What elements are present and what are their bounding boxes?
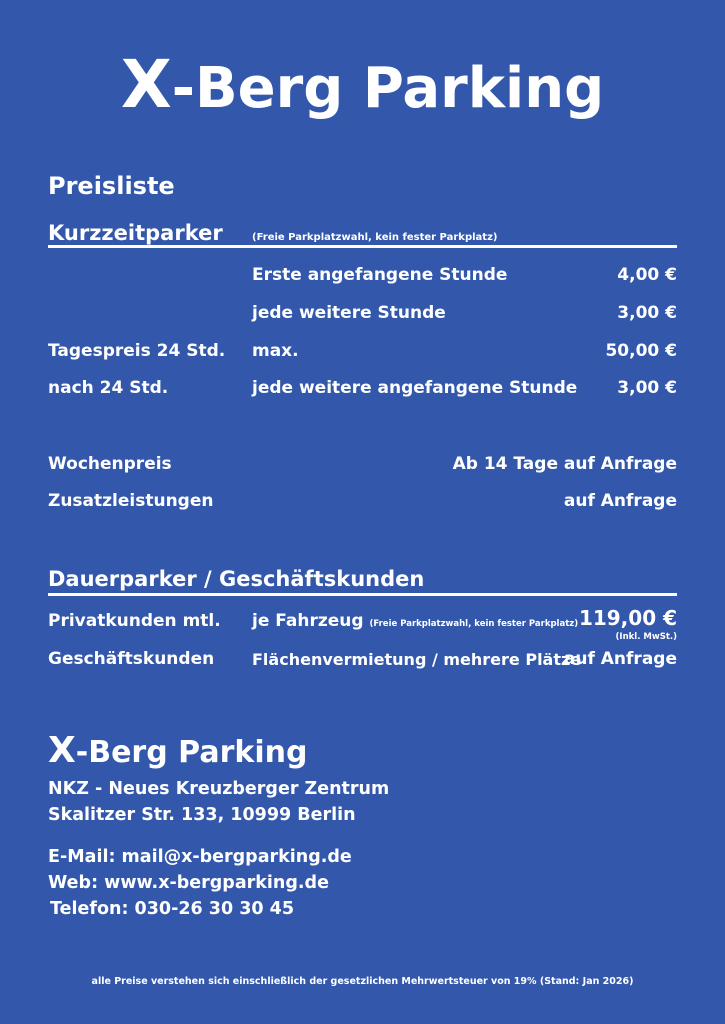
long-term-rule — [48, 593, 677, 596]
additional-services-label: Zusatzleistungen — [48, 491, 214, 511]
fineprint: alle Preise verstehen sich einschließlich der gesetzlichen Mehrwertsteuer von 19% (Stand: Jan 2026) — [91, 976, 634, 987]
footer-brand-x: X — [48, 730, 76, 771]
footer-brand-rest: -Berg Parking — [75, 735, 308, 770]
private-price-note: (Inkl. MwSt.) — [615, 632, 677, 642]
page-title — [0, 46, 725, 124]
contact-web: Web: www.x-bergparking.de — [48, 873, 329, 893]
address-line-1: NKZ - Neues Kreuzberger Zentrum — [48, 779, 390, 799]
contact-phone: Telefon: 030-26 30 30 45 — [50, 899, 295, 919]
private-description-text: je Fahrzeug — [252, 611, 364, 631]
brand-rest: -Berg Parking — [171, 56, 605, 121]
row-2-price: 3,00 € — [617, 303, 677, 323]
row-2-description: jede weitere Stunde — [252, 303, 446, 323]
short-term-note: (Freie Parkplatzwahl, kein fester Parkplatz) — [252, 232, 498, 243]
row-4-label: nach 24 Std. — [48, 378, 169, 398]
brand-x: X — [120, 46, 172, 123]
short-term-heading: Kurzzeitparker — [48, 221, 223, 245]
contact-email: E-Mail: mail@x-bergparking.de — [48, 847, 352, 867]
row-3-label: Tagespreis 24 Std. — [48, 341, 226, 361]
private-label: Privatkunden mtl. — [48, 611, 221, 631]
short-term-rule — [48, 245, 677, 248]
footer-brand — [48, 730, 307, 771]
row-3-price: 50,00 € — [605, 341, 677, 361]
price-list-title: Preisliste — [48, 172, 175, 200]
business-label: Geschäftskunden — [48, 649, 215, 669]
private-description — [252, 611, 578, 631]
row-1-price: 4,00 € — [617, 265, 677, 285]
long-term-heading: Dauerparker / Geschäftskunden — [48, 567, 425, 591]
private-note: (Freie Parkplatzwahl, kein fester Parkplatz) — [369, 619, 579, 629]
row-3-description: max. — [252, 341, 299, 361]
weekly-price-value: Ab 14 Tage auf Anfrage — [452, 454, 677, 474]
row-4-price: 3,00 € — [617, 378, 677, 398]
private-price: 119,00 € — [578, 606, 677, 630]
business-description: Flächenvermietung / mehrere Plätze — [252, 650, 582, 669]
row-4-description: jede weitere angefangene Stunde — [252, 378, 578, 398]
row-1-description: Erste angefangene Stunde — [252, 265, 508, 285]
address-line-2: Skalitzer Str. 133, 10999 Berlin — [48, 805, 356, 825]
business-price: auf Anfrage — [563, 649, 677, 669]
weekly-price-label: Wochenpreis — [48, 454, 172, 474]
additional-services-value: auf Anfrage — [563, 491, 677, 511]
